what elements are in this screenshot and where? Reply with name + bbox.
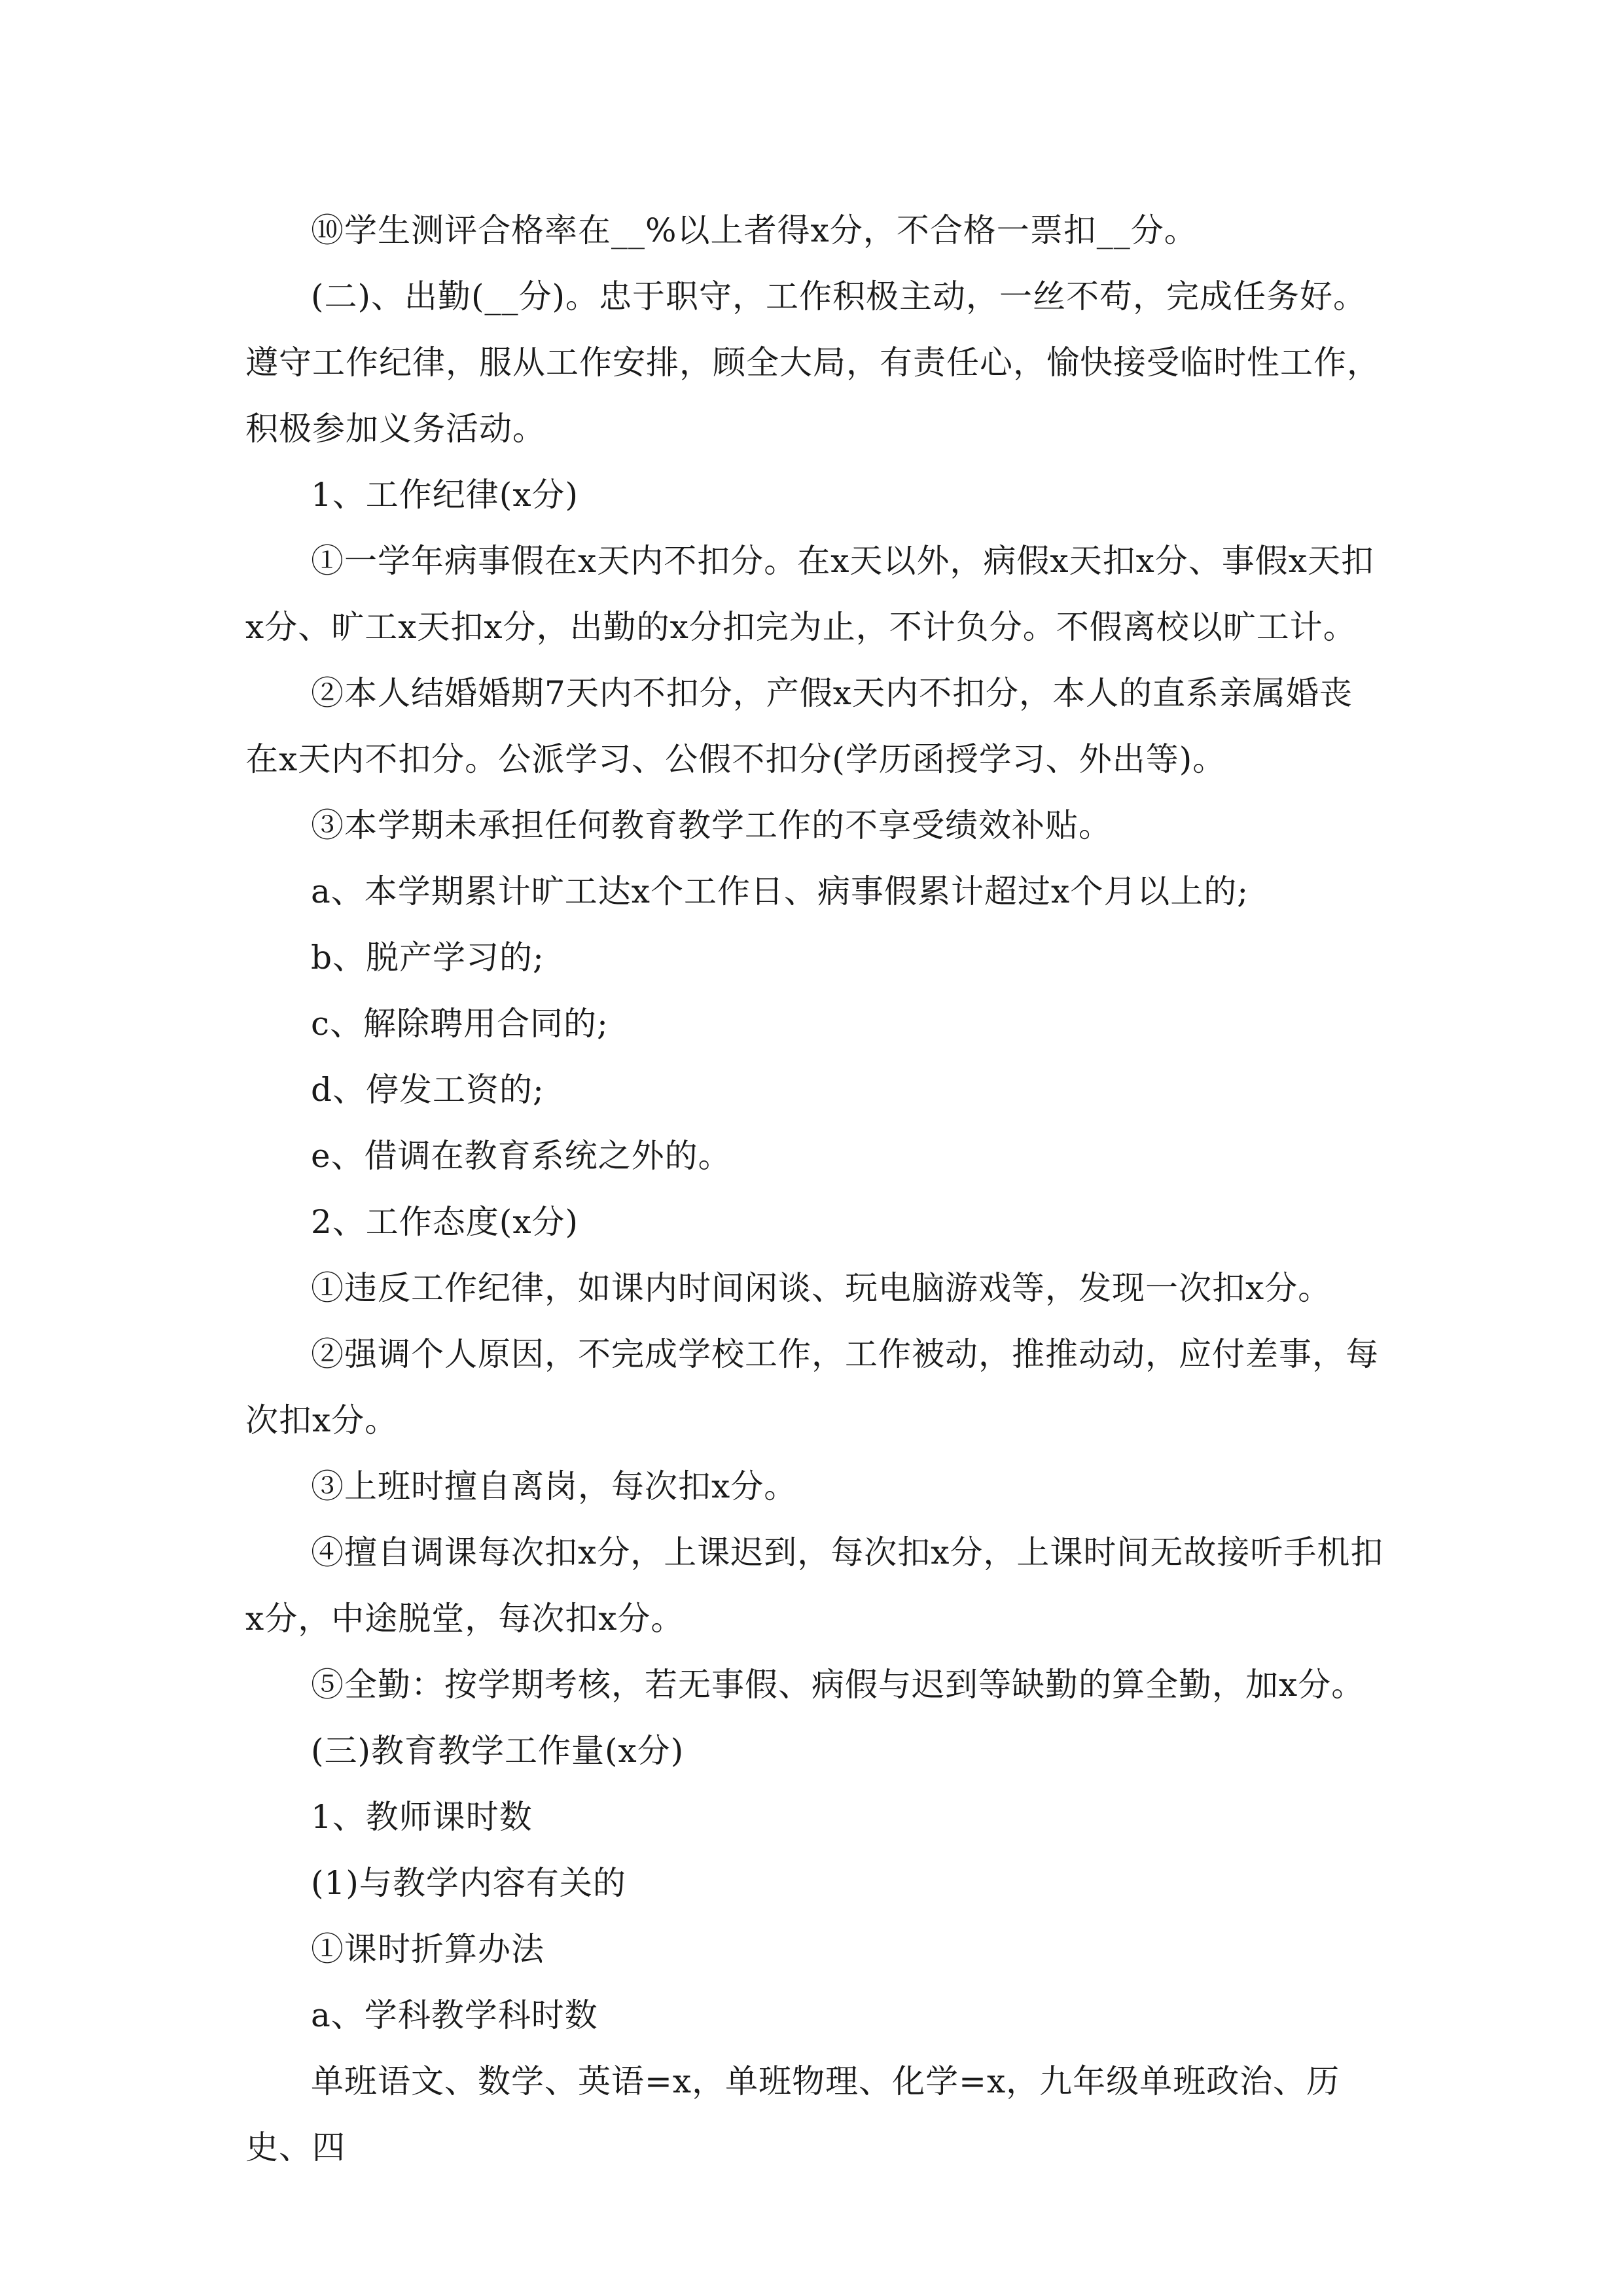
list-item: d、停发工资的; [311, 1071, 544, 1109]
document-body [245, 198, 1384, 2181]
paragraph: ③本学期未承担任何教育教学工作的不享受绩效补贴。 [311, 806, 1112, 844]
paragraph: 单班语文、数学、英语=x，单班物理、化学=x，九年级单班政治、历史、四 [245, 2062, 1340, 2166]
list-item: b、脱产学习的; [311, 939, 544, 977]
paragraph: ②强调个人原因，不完成学校工作，工作被动，推推动动，应付差事，每次扣x分。 [245, 1335, 1379, 1439]
section-heading: (1)与教学内容有关的 [311, 1864, 626, 1902]
list-item: a、本学期累计旷工达x个工作日、病事假累计超过x个月以上的; [311, 872, 1249, 910]
section-heading: 1、工作纪律(x分) [311, 476, 579, 514]
paragraph: ⑤全勤：按学期考核，若无事假、病假与迟到等缺勤的算全勤，加x分。 [311, 1666, 1365, 1704]
paragraph: (二)、出勤(__分)。忠于职守，工作积极主动，一丝不苟，完成任务好。遵守工作纪律，服从工作安排，顾全大局，有责任心，愉快接受临时性工作，积极参加义务活动。 [245, 278, 1380, 448]
paragraph: ①一学年病事假在x天内不扣分。在x天以外，病假x天扣x分、事假x天扣x分、旷工x天扣x分，出勤的x分扣完为止，不计负分。不假离校以旷工计。 [245, 542, 1374, 646]
section-heading: ①课时折算办法 [311, 1930, 544, 1968]
paragraph: ④擅自调课每次扣x分，上课迟到，每次扣x分，上课时间无故接听手机扣x分，中途脱堂，每次扣x分。 [245, 1534, 1384, 1638]
section-heading: (三)教育教学工作量(x分) [311, 1732, 685, 1770]
paragraph: ②本人结婚婚期7天内不扣分，产假x天内不扣分，本人的直系亲属婚丧在x天内不扣分。公派学习、公假不扣分(学历函授学习、外出等)。 [245, 674, 1353, 778]
list-item: e、借调在教育系统之外的。 [311, 1137, 732, 1175]
paragraph: ③上班时擅自离岗，每次扣x分。 [311, 1467, 798, 1505]
section-heading: 1、教师课时数 [311, 1798, 533, 1836]
section-heading: 2、工作态度(x分) [311, 1203, 579, 1241]
section-heading: a、学科教学科时数 [311, 1996, 598, 2034]
list-item: c、解除聘用合同的; [311, 1005, 609, 1043]
paragraph: ①违反工作纪律，如课内时间闲谈、玩电脑游戏等，发现一次扣x分。 [311, 1269, 1332, 1307]
paragraph: ⑩学生测评合格率在__%以上者得x分，不合格一票扣__分。 [311, 211, 1198, 249]
